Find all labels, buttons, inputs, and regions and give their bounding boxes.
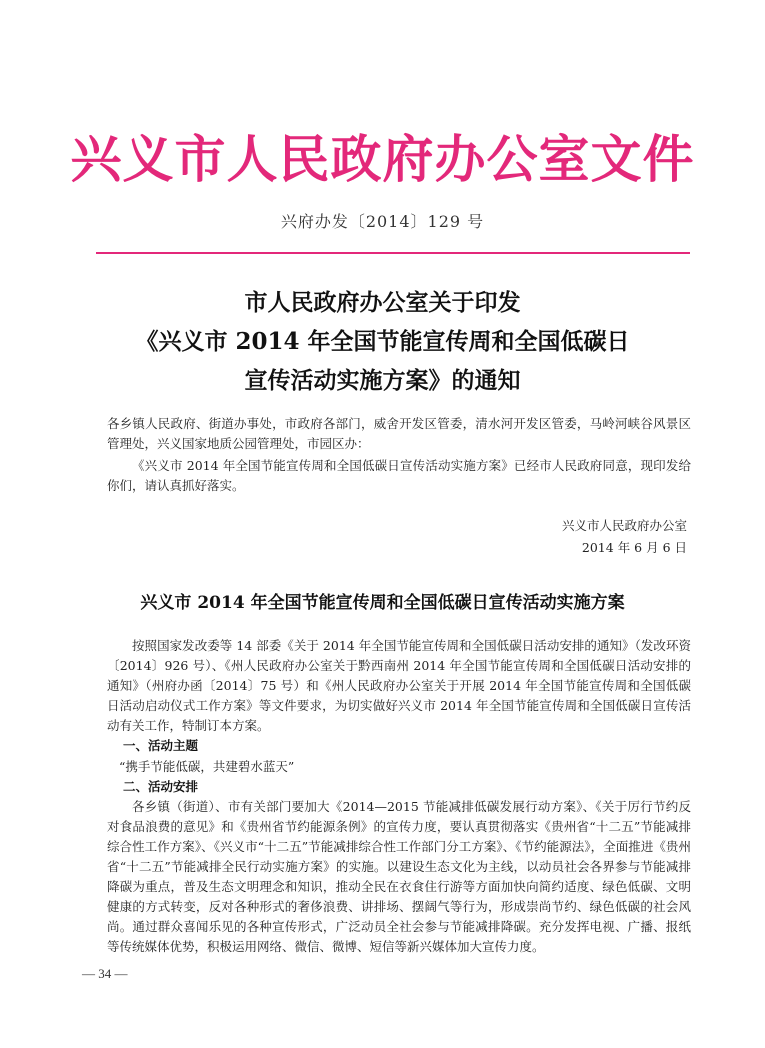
notice-body-paragraph: 《兴义市 2014 年全国节能宣传周和全国低碳日宣传活动实施方案》已经市人民政府同意，现印发给你们，请认真抓好落实。 [107,458,691,493]
notice-title-line: 《兴义市 2014 年全国节能宣传周和全国低碳日 [135,328,630,355]
notice-title [0,283,765,400]
red-divider-line [96,252,690,254]
recipients-paragraph: 各乡镇人民政府、街道办事处，市政府各部门，威舍开发区管委，清水河开发区管委，马岭河峡谷风景区管理处，兴义国家地质公园管理处，市园区办： [107,416,691,451]
section-heading-theme: 一、活动主题 [123,738,199,753]
signature-date: 2014 年 6 月 6 日 [581,540,687,555]
section-heading-arrangement: 二、活动安排 [123,779,199,794]
signature-organization: 兴义市人民政府办公室 [561,518,687,533]
notice-title-line: 宣传活动实施方案》的通知 [244,367,521,394]
plan-intro-paragraph: 按照国家发改委等 14 部委《关于 2014 年全国节能宣传周和全国低碳日活动安排的通知》（发改环资〔2014〕926 号）、《州人民政府办公室关于黔西南州 2014 年全国节能宣传周和全国低碳日活动安排的通知》（州府办函〔2014〕75 号）和《州人民政府办公室关于开展 2014 年全国节能宣传周和全国低碳日活动启动仪式工作方案》等文件要求，为切实做好兴义市 2014 年全国节能宣传周和全国低碳日宣传活动有关工作，特制订本方案。 [107,638,691,733]
notice-title-line: 市人民政府办公室关于印发 [244,289,521,316]
document-number: 兴府办发〔2014〕129 号 [280,212,485,231]
arrangement-paragraph: 各乡镇（街道）、市有关部门要加大《2014—2015 节能减排低碳发展行动方案》、《关于厉行节约反对食品浪费的意见》和《贵州省节约能源条例》的宣传力度，要认真贯彻落实《贵州省“十二五”节能减排综合性工作方案》、《兴义市“十二五”节能减排综合性工作部门分工方案》、《节约能源法》，全面推进《贵州省“十二五”节能减排全民行动实施方案》的实施。以建设生态文化为主线，以动员社会各界参与节能减排降碳为重点，普及生态文明理念和知识，推动全民在衣食住行游等方面加快向简约适度、绿色低碳、文明健康的方式转变，反对各种形式的奢侈浪费、讲排场、摆阔气等行为，形成崇尚节约、绿色低碳的社会风尚。通过群众喜闻乐见的各种宣传形式，广泛动员全社会参与节能减排降碳。充分发挥电视、广播、报纸等传统媒体优势，积极运用网络、微信、微博、短信等新兴媒体加大宣传力度。 [107,799,691,954]
page-number: — 34 — [82,966,128,981]
plan-title: 兴义市 2014 年全国节能宣传周和全国低碳日宣传活动实施方案 [140,593,625,613]
activity-slogan: “携手节能低碳，共建碧水蓝天” [119,759,295,774]
masthead-title: 兴义市人民政府办公室文件 [70,130,695,190]
